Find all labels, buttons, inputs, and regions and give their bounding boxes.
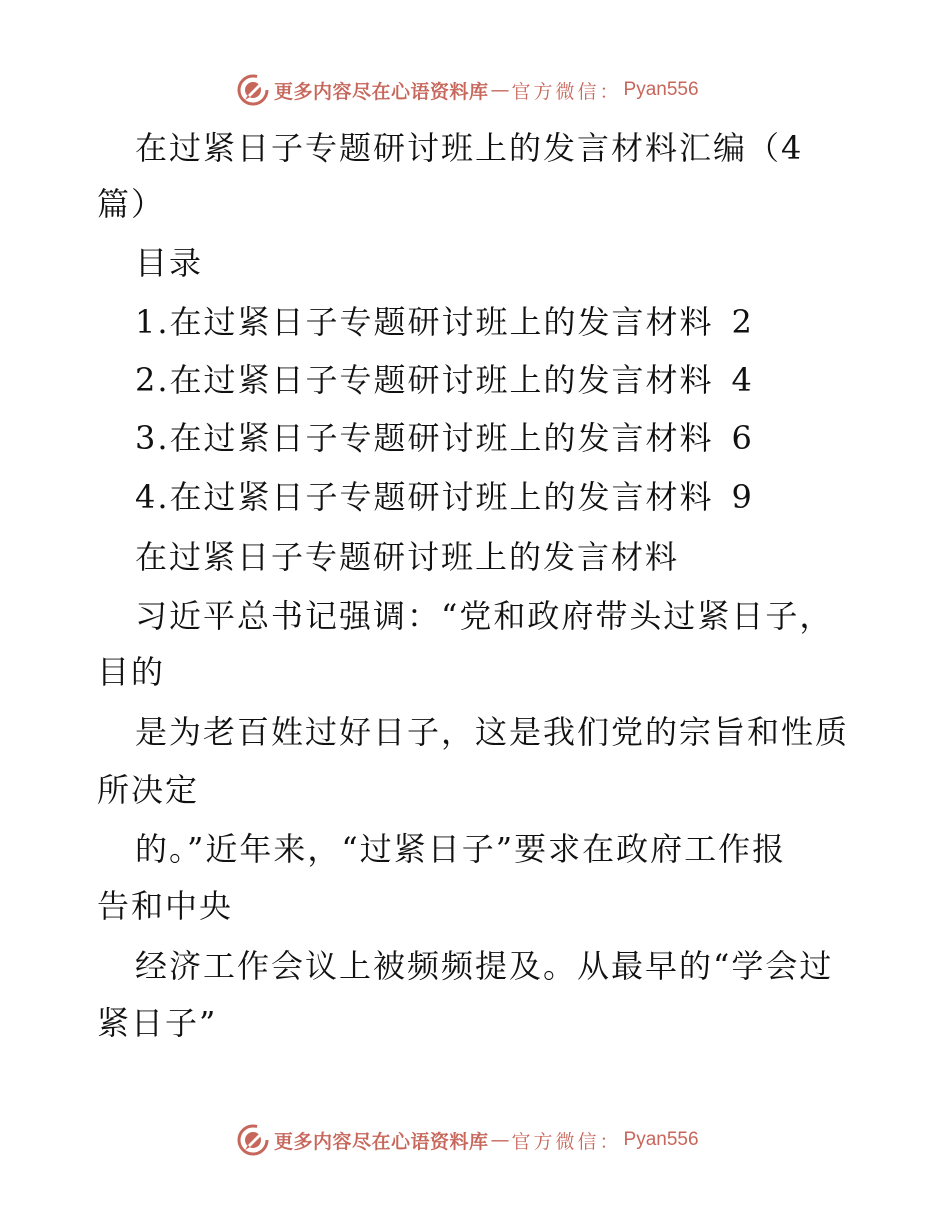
doc-title-line1: 在过紧日子专题研讨班上的发言材料汇编（4 xyxy=(135,129,804,167)
toc-item-label: 4.在过紧日子专题研讨班上的发言材料 xyxy=(135,478,714,516)
banner-dash: — xyxy=(490,79,510,101)
body-line: 经济工作会议上被频频提及。从最早的“学会过 xyxy=(135,947,834,985)
pen-logo-icon xyxy=(236,1123,270,1157)
banner-wechat-label: 官方微信： xyxy=(511,80,622,103)
section-heading: 在过紧日子专题研讨班上的发言材料 xyxy=(135,538,680,576)
body-line: 习近平总书记强调：“党和政府带头过紧日子， xyxy=(135,597,834,635)
banner-content xyxy=(236,1122,699,1158)
body-line: 所决定 xyxy=(97,771,200,809)
toc-item-label: 3.在过紧日子专题研讨班上的发言材料 xyxy=(135,419,714,457)
body-line: 目的 xyxy=(97,653,166,691)
toc-item-label: 2.在过紧日子专题研讨班上的发言材料 xyxy=(135,361,714,399)
toc-item-label: 1.在过紧日子专题研讨班上的发言材料 xyxy=(135,303,714,341)
banner-dash: — xyxy=(490,1129,510,1151)
banner-slogan: 更多内容尽在心语资料库 xyxy=(274,80,489,103)
toc-item-page: 2 xyxy=(731,303,754,341)
toc-item[interactable] xyxy=(135,360,754,400)
toc-item[interactable] xyxy=(135,302,754,342)
doc-title-line2: 篇） xyxy=(97,185,166,223)
banner-wechat-id: Pyan556 xyxy=(623,79,699,100)
banner-wechat-label: 官方微信： xyxy=(511,1130,622,1153)
toc-item-page: 9 xyxy=(731,478,754,516)
body-line: 紧日子” xyxy=(97,1004,218,1042)
toc-heading: 目录 xyxy=(135,244,204,282)
banner-wechat-id: Pyan556 xyxy=(623,1129,699,1150)
banner-slogan: 更多内容尽在心语资料库 xyxy=(274,1130,489,1153)
body-line: 是为老百姓过好日子，这是我们党的宗旨和性质 xyxy=(135,713,850,751)
toc-item-page: 6 xyxy=(731,419,754,457)
toc-item[interactable] xyxy=(135,418,754,458)
footer-banner xyxy=(0,1120,950,1160)
toc-item[interactable] xyxy=(135,477,754,517)
toc-item-page: 4 xyxy=(731,361,754,399)
body-line: 告和中央 xyxy=(97,887,234,925)
body-line: 的。”近年来，“过紧日子”要求在政府工作报 xyxy=(135,830,787,868)
